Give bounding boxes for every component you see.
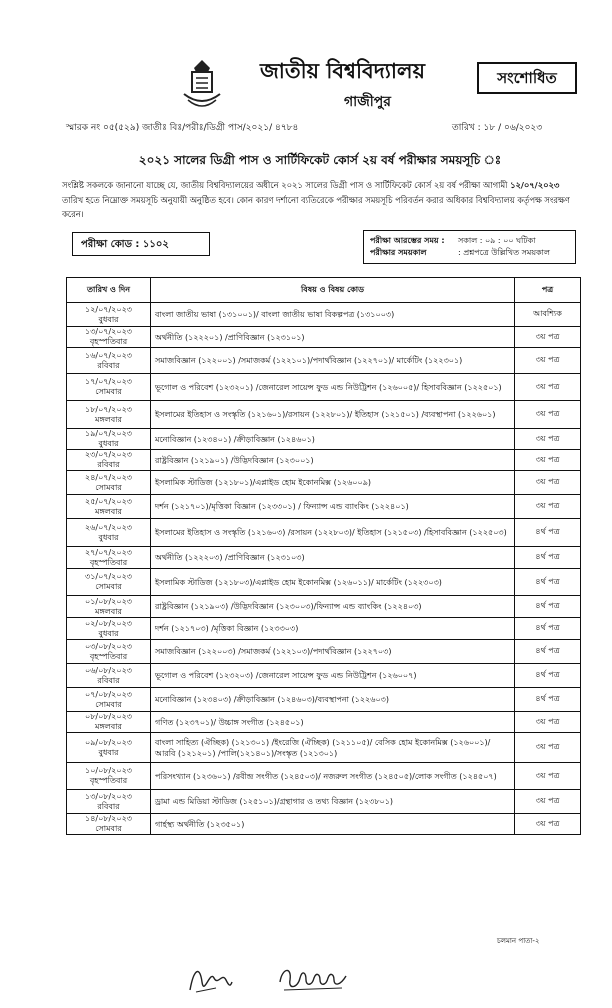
exam-day: মঙ্গলবার xyxy=(95,506,122,516)
notice-title: ২০২১ সালের ডিগ্রী পাস ও সার্টিফিকেট কোর্স ২য় বর্ষ পরীক্ষার সময়সূচি ঃ xyxy=(138,153,502,167)
intro-paragraph xyxy=(62,178,582,222)
exam-date: ১৯/০৭/২০২৩ xyxy=(85,429,132,438)
cell-subject: মনোবিজ্ঞান (১২৩৪০৩) /ক্রীড়াবিজ্ঞান (১২৪৬০৩)/ব্যবস্থাপনা (১২২৬০৩) xyxy=(151,688,515,712)
cell-date-day xyxy=(67,327,151,348)
cell-date-day xyxy=(67,814,151,835)
start-time-value: সকাল : ০৯ : ০০ ঘটিকা xyxy=(458,236,536,245)
exam-date: ০২/০৮/২০২৩ xyxy=(85,618,132,628)
cell-paper: আবশ্যিক xyxy=(515,303,581,327)
cell-date-day xyxy=(67,495,151,519)
exam-date: ১৩/০৭/২০২৩ xyxy=(85,327,132,336)
table-row xyxy=(67,327,581,348)
cell-date-day xyxy=(67,547,151,569)
cell-subject: অর্থনীতি (১২২২০৩) /প্রাণিবিজ্ঞান (১২৩১০৩) xyxy=(151,547,515,569)
table-row xyxy=(67,450,581,471)
cell-paper: ৪র্থ পত্র xyxy=(515,688,581,712)
exam-date: ২৫/০৭/২০২৩ xyxy=(85,496,132,506)
cell-date-day xyxy=(67,790,151,814)
signature-1 xyxy=(186,962,234,998)
cell-paper: ৪র্থ পত্র xyxy=(515,519,581,547)
exam-day: মঙ্গলবার xyxy=(95,414,122,424)
memo-number: স্মারক নং ০৫(৫২৯) জাতীঃ বিঃ/পরীঃ/ডিগ্রী পাস/২০২১/ ৪৭৮৪ xyxy=(66,123,299,133)
signature-2 xyxy=(276,958,350,998)
exam-date: ০৯/০৮/২০২৩ xyxy=(85,737,132,747)
exam-date: ২৪/০৭/২০২৩ xyxy=(85,472,132,482)
university-seal-icon xyxy=(180,58,224,110)
cell-paper: ৩য় পত্র xyxy=(515,733,581,763)
continued-note: চলমান পাতা-২ xyxy=(497,937,540,945)
exam-date: ২৬/০৭/২০২৩ xyxy=(84,522,132,532)
exam-date: ১৬/০৭/২০২৩ xyxy=(85,350,132,360)
exam-date: ১৪/০৮/২০২৩ xyxy=(85,814,132,823)
table-row xyxy=(67,790,581,814)
table-row xyxy=(67,303,581,327)
exam-date: ০৮/০৮/২০২৩ xyxy=(85,712,132,721)
table-row xyxy=(67,374,581,401)
university-city: গাজীপুর xyxy=(344,94,391,110)
cell-paper: ৪র্থ পত্র xyxy=(515,569,581,596)
cell-subject: সমাজবিজ্ঞান (১২২০০১) /সমাজকর্ম (১২২১০১)/পদার্থবিজ্ঞান (১২২৭০১)/ মার্কেটিং (১২২৩০১) xyxy=(151,348,515,374)
cell-date-day xyxy=(67,618,151,640)
cell-paper: ৩য় পত্র xyxy=(515,374,581,401)
table-row xyxy=(67,733,581,763)
cell-date-day xyxy=(67,374,151,401)
exam-day: মঙ্গলবার xyxy=(95,722,122,731)
cell-paper: ৪র্থ পত্র xyxy=(515,640,581,664)
cell-paper: ৩য় পত্র xyxy=(515,348,581,374)
cell-subject: ইসলামিক স্টাডিজ (১২১৮০১)/এপ্লাইড হোম ইকোনমিক্স (১২৬০০৯) xyxy=(151,471,515,495)
table-row xyxy=(67,495,581,519)
exam-date: ০৬/০৮/২০২৩ xyxy=(85,665,132,675)
exam-date: ০১/০৮/২০২৩ xyxy=(85,596,132,606)
cell-paper: ৩য় পত্র xyxy=(515,327,581,348)
table-row xyxy=(67,519,581,547)
exam-day: রবিবার xyxy=(97,360,120,370)
exam-date: ১০/০৮/২০২৩ xyxy=(85,766,132,775)
cell-date-day xyxy=(67,519,151,547)
schedule-info-box xyxy=(363,230,576,264)
cell-date-day xyxy=(67,664,151,688)
cell-paper: ৪র্থ পত্র xyxy=(515,664,581,688)
cell-subject: ভূগোল ও পরিবেশ (১২৩২০১) /জেনারেল সায়েন্স ফুড এন্ড নিউট্রিশন (১২৬০০৫)/ হিসাববিজ্ঞান (১২২৫০১) xyxy=(151,374,515,401)
cell-date-day xyxy=(67,450,151,471)
exam-date: ০৭/০৮/২০২৩ xyxy=(85,689,132,699)
duration-row xyxy=(370,247,569,259)
cell-date-day xyxy=(67,640,151,664)
intro-text-1: সংশ্লিষ্ট সকলকে জানানো যাচ্ছে যে, জাতীয় বিশ্ববিদ্যালয়ের অধীনে ২০২১ সালের ডিগ্রী পাস ও সার্টিফিকেট কোর্স ২য় বর্ষ পরীক্ষা আগামী xyxy=(62,180,508,190)
exam-day: সোমবার xyxy=(95,824,122,833)
exam-date: ২৭/০৭/২০২৩ xyxy=(84,547,132,557)
cell-subject: পরিসংখ্যান (১২৩৬০১) /রবীন্দ্র সংগীত (১২৪৫০৩)/ নজরুল সংগীত (১২৪৫০৫)/লোক সংগীত (১২৪৫০৭) xyxy=(151,763,515,790)
cell-paper: ৪র্থ পত্র xyxy=(515,547,581,569)
cell-date-day xyxy=(67,303,151,327)
duration-value: : প্রশ্নপত্রে উল্লিখিত সময়কাল xyxy=(458,248,550,257)
exam-date: ১২/০৭/২০২৩ xyxy=(85,304,132,314)
table-row xyxy=(67,569,581,596)
exam-date: ১৩/০৮/২০২৩ xyxy=(85,791,132,801)
cell-subject: রাষ্ট্রবিজ্ঞান (১২১৯০১) /উদ্ভিদবিজ্ঞান (১২৩০০১) xyxy=(151,450,515,471)
exam-date: ১৮/০৭/২০২৩ xyxy=(85,404,132,414)
cell-paper: ৪র্থ পত্র xyxy=(515,596,581,618)
exam-day: বৃহস্পতিবার xyxy=(89,557,128,567)
cell-paper: ৩য় পত্র xyxy=(515,495,581,519)
table-row xyxy=(67,712,581,733)
header-subject: বিষয় ও বিষয় কোড xyxy=(151,278,515,303)
cell-paper: ৩য় পত্র xyxy=(515,814,581,835)
cell-subject: ইসলামের ইতিহাস ও সংস্কৃতি (১২১৬০৩) /রসায়ন (১২২৮০৩)/ ইতিহাস (১২১৫০৩) /হিসাববিজ্ঞান (১২২৫০৩) xyxy=(151,519,515,547)
exam-date: ২৩/০৭/২০২৩ xyxy=(84,450,132,459)
cell-date-day xyxy=(67,569,151,596)
start-time-label: পরীক্ষা আরম্ভের সময় : xyxy=(370,236,445,245)
exam-day: সোমবার xyxy=(95,482,122,492)
cell-date-day xyxy=(67,471,151,495)
cell-subject: দর্শন (১২১৭০১)/মৃত্তিকা বিজ্ঞান (১২৩৩০১) / ফিন্যান্স এন্ড ব্যাংকিং (১২২৪০১) xyxy=(151,495,515,519)
start-time-row xyxy=(370,235,569,247)
exam-date: ০৩/০৮/২০২৩ xyxy=(85,641,132,651)
exam-date: ১৭/০৭/২০২৩ xyxy=(85,377,132,386)
cell-date-day xyxy=(67,596,151,618)
cell-subject: দর্শন (১২১৭০৩) /মৃত্তিকা বিজ্ঞান (১২৩৩০৩) xyxy=(151,618,515,640)
table-row xyxy=(67,814,581,835)
table-row xyxy=(67,688,581,712)
exam-day: সোমবার xyxy=(95,582,122,591)
header-date: তারিখ ও দিন xyxy=(67,278,151,303)
table-row xyxy=(67,763,581,790)
cell-subject: ভূগোল ও পরিবেশ (১২৩২০৩) /জেনারেল সায়েন্স ফুড এন্ড নিউট্রিশন (১২৬০০৭) xyxy=(151,664,515,688)
exam-day: বৃহস্পতিবার xyxy=(89,776,128,785)
intro-text-2: তারিখ হতে নিম্নোক্ত সময়সূচি অনুযায়ী অনুষ্ঠিত হবে। কোন কারণ দর্শানো ব্যতিরেকে পরীক্ষার সময়সূচি পরিবর্তন করার অধিকার বিশ্ববিদ্যালয় কর্তৃপক্ষ সংরক্ষণ করেন। xyxy=(62,194,570,219)
table-header-row xyxy=(67,278,581,303)
cell-paper: ৪র্থ পত্র xyxy=(515,618,581,640)
exam-day: বৃহস্পতিবার xyxy=(89,651,128,661)
exam-day: বুধবার xyxy=(98,628,119,638)
notice-date: তারিখ : ১৮ / ০৬/২০২৩ xyxy=(452,123,543,133)
exam-day: রবিবার xyxy=(97,801,120,811)
cell-subject: ড্রামা এন্ড মিডিয়া স্টাডিজ (১২৫১০১)/গ্রন্থাগার ও তথ্য বিজ্ঞান (১২৩৮০১) xyxy=(151,790,515,814)
exam-day: বুধবার xyxy=(98,532,119,542)
cell-paper: ৩য় পত্র xyxy=(515,790,581,814)
cell-paper: ৩য় পত্র xyxy=(515,471,581,495)
header-paper: পত্র xyxy=(515,278,581,303)
exam-day: বুধবার xyxy=(98,439,119,448)
cell-date-day xyxy=(67,763,151,790)
cell-subject: ইসলামিক স্টাডিজ (১২১৮০৩)/এপ্লাইড হোম ইকোনমিক্স (১২৬০১১)/ মার্কেটিং (১২২৩০৩) xyxy=(151,569,515,596)
cell-date-day xyxy=(67,688,151,712)
exam-day: সোমবার xyxy=(95,699,122,709)
table-row xyxy=(67,596,581,618)
duration-label: পরীক্ষার সময়কাল xyxy=(370,248,427,257)
cell-subject: মনোবিজ্ঞান (১২৩৪০১) /ক্রীড়াবিজ্ঞান (১২৪৬০১) xyxy=(151,429,515,450)
table-row xyxy=(67,429,581,450)
cell-subject: ইসলামের ইতিহাস ও সংস্কৃতি (১২১৬০১)/রসায়ন (১২২৮০১)/ ইতিহাস (১২১৫০১) /ব্যবস্থাপনা (১২২৬০১) xyxy=(151,401,515,429)
exam-day: সোমবার xyxy=(95,387,122,396)
cell-date-day xyxy=(67,401,151,429)
cell-subject: রাষ্ট্রবিজ্ঞান (১২১৯০৩) /উদ্ভিদবিজ্ঞান (১২৩০০৩)/ফিন্যান্স এন্ড ব্যাংকিং (১২২৪০৩) xyxy=(151,596,515,618)
cell-subject: বাংলা জাতীয় ভাষা (১৩১০০১)/ বাংলা জাতীয় ভাষা বিকল্পপত্র (১৩১০০৩) xyxy=(151,303,515,327)
cell-date-day xyxy=(67,429,151,450)
table-row xyxy=(67,547,581,569)
cell-subject: সমাজবিজ্ঞান (১২২০০৩) /সমাজকর্ম (১২২১০৩)/পদার্থবিজ্ঞান (১২২৭০৩) xyxy=(151,640,515,664)
cell-paper: ৩য় পত্র xyxy=(515,429,581,450)
table-row xyxy=(67,348,581,374)
exam-routine-table xyxy=(66,277,581,835)
table-row xyxy=(67,618,581,640)
cell-subject: বাংলা সাহিত্য (ঐচ্ছিক) (১২১৩০১) /ইংরেজি (ঐচ্ছিক) (১২১১০৫)/ বেসিক হোম ইকোনমিক্স (১২৬০০১)/ আরবি (১২১২০১) /পালি(১২১৪০১)/সংস্কৃত (১২১৩০১) xyxy=(151,733,515,763)
cell-subject: অর্থনীতি (১২২২০১) /প্রাণিবিজ্ঞান (১২৩১০১) xyxy=(151,327,515,348)
cell-subject: গার্হস্থ্য অর্থনীতি (১২৩৫০১) xyxy=(151,814,515,835)
cell-paper: ৩য় পত্র xyxy=(515,712,581,733)
exam-code-box: পরীক্ষা কোড : ১১০২ xyxy=(72,232,210,256)
cell-date-day xyxy=(67,348,151,374)
table-row xyxy=(67,640,581,664)
cell-paper: ৩য় পত্র xyxy=(515,763,581,790)
exam-day: বুধবার xyxy=(98,747,119,757)
revised-badge: সংশোধিত xyxy=(477,62,577,94)
cell-subject: গণিত (১২৩৭০১)/ উচ্চাঙ্গ সংগীত (১২৪৫০১) xyxy=(151,712,515,733)
cell-paper: ৩য় পত্র xyxy=(515,450,581,471)
table-row xyxy=(67,401,581,429)
cell-date-day xyxy=(67,712,151,733)
exam-day: রবিবার xyxy=(97,460,120,469)
intro-start-date: ১২/০৭/২০২৩ xyxy=(510,180,560,190)
exam-day: বৃহস্পতিবার xyxy=(89,337,128,346)
cell-paper: ৩য় পত্র xyxy=(515,401,581,429)
cell-date-day xyxy=(67,733,151,763)
exam-day: মঙ্গলবার xyxy=(95,606,122,616)
table-row xyxy=(67,664,581,688)
exam-day: বুধবার xyxy=(98,314,119,324)
exam-date: ৩১/০৭/২০২৩ xyxy=(85,572,132,581)
university-name: জাতীয় বিশ্ববিদ্যালয় xyxy=(260,59,425,83)
table-row xyxy=(67,471,581,495)
exam-day: রবিবার xyxy=(97,675,120,685)
